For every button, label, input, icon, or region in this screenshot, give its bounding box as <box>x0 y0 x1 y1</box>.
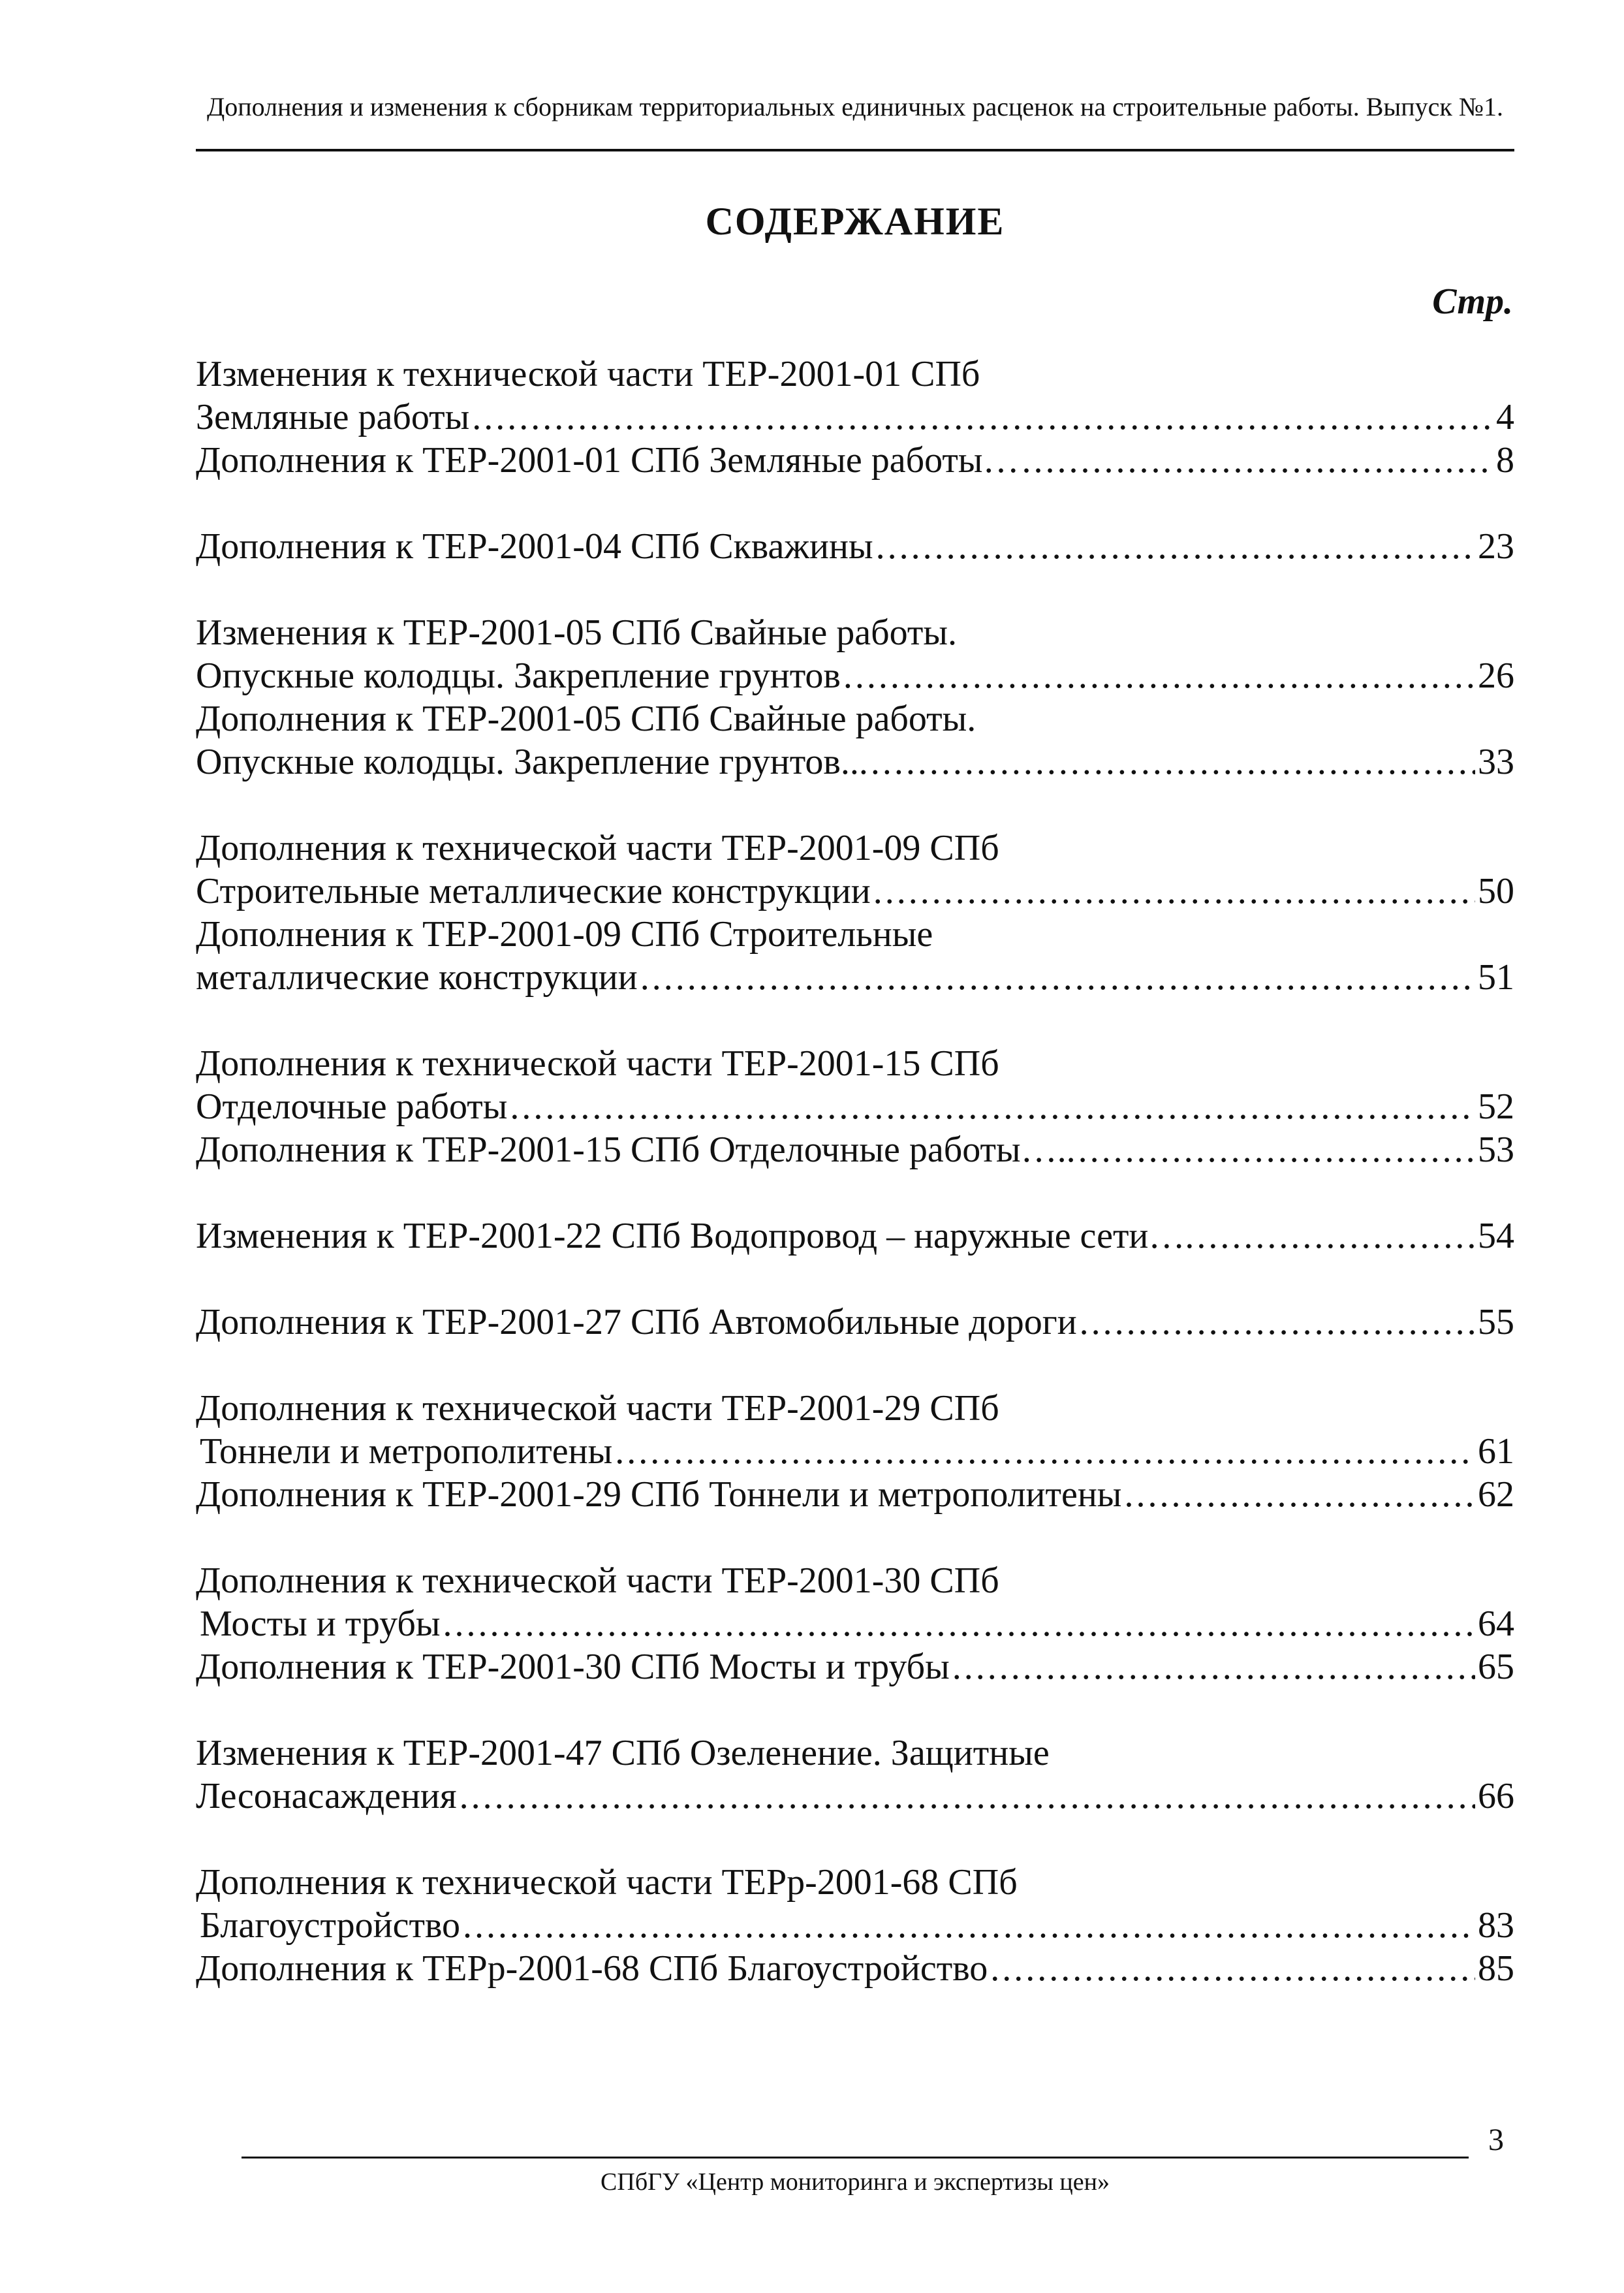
toc-entry-text: Дополнения к ТЕР-2001-15 СПб Отделочные работы….. <box>196 1130 1076 1170</box>
toc-line <box>196 1559 1514 1602</box>
dot-leader <box>1080 1301 1475 1344</box>
page-column-label: Стр. <box>1432 281 1513 322</box>
toc-page-number: 62 <box>1478 1474 1514 1515</box>
toc-page-number: 26 <box>1478 656 1514 696</box>
dot-leader <box>843 654 1475 697</box>
toc-entry-text: Опускные колодцы. Закрепление грунтов... <box>196 742 868 782</box>
toc-line <box>196 1602 1514 1645</box>
toc-page-number: 50 <box>1478 871 1514 911</box>
toc-entry-text: Дополнения к ТЕР-2001-05 СПб Свайные работы. <box>196 699 976 739</box>
toc-entry-text: Дополнения к технической части ТЕР-2001-15 СПб <box>196 1043 999 1084</box>
dot-leader <box>443 1602 1475 1645</box>
toc-line <box>196 740 1514 783</box>
toc-line <box>196 1947 1514 1990</box>
toc-page-number: 33 <box>1478 742 1514 782</box>
toc-line <box>196 353 1514 396</box>
dot-leader <box>873 870 1475 913</box>
toc-entry-text: Земляные работы <box>196 397 470 437</box>
table-of-contents <box>196 353 1514 1990</box>
toc-entry-text: Дополнения к ТЕР-2001-29 СПб Тоннели и метрополитены <box>196 1474 1122 1515</box>
page-number: 3 <box>1488 2123 1504 2157</box>
toc-page-number: 23 <box>1478 526 1514 567</box>
toc-line <box>196 525 1514 568</box>
toc-line <box>196 1775 1514 1818</box>
toc-page-number: 4 <box>1496 397 1514 437</box>
toc-page-number: 65 <box>1478 1647 1514 1687</box>
toc-line <box>196 956 1514 999</box>
dot-leader <box>460 1775 1475 1818</box>
toc-page-number: 61 <box>1478 1431 1514 1472</box>
toc-line <box>196 1904 1514 1947</box>
toc-page-number: 55 <box>1478 1302 1514 1342</box>
toc-page-number: 51 <box>1478 957 1514 998</box>
toc-entry-text: Дополнения к ТЕРр-2001-68 СПб Благоустройство <box>196 1948 988 1989</box>
toc-entry-text: Изменения к ТЕР-2001-05 СПб Свайные работы. <box>196 612 957 653</box>
toc-line <box>196 611 1514 654</box>
dot-leader <box>615 1430 1475 1473</box>
toc-entry-text: Дополнения к технической части ТЕР-2001-30 СПб <box>196 1560 999 1601</box>
toc-entry-text: Дополнения к ТЕР-2001-01 СПб Земляные работы… <box>196 440 1020 481</box>
toc-entry-text: Дополнения к технической части ТЕР-2001-29 СПб <box>196 1388 999 1429</box>
toc-line <box>196 827 1514 870</box>
toc-line <box>196 1861 1514 1904</box>
dot-leader <box>990 1947 1475 1990</box>
toc-line <box>196 1085 1514 1128</box>
dot-leader <box>1124 1473 1475 1516</box>
toc-page-number: 8 <box>1496 440 1514 481</box>
toc-line <box>196 1430 1514 1473</box>
toc-line <box>196 1387 1514 1430</box>
toc-line <box>196 439 1514 482</box>
toc-entry-text: Изменения к технической части ТЕР-2001-01 СПб <box>196 354 980 394</box>
toc-entry-text: Опускные колодцы. Закрепление грунтов <box>196 656 841 696</box>
toc-line <box>196 1128 1514 1171</box>
toc-line <box>196 697 1514 740</box>
page-title: СОДЕРЖАНИЕ <box>705 200 1005 243</box>
toc-line <box>196 1732 1514 1775</box>
dot-leader <box>463 1904 1475 1947</box>
dot-leader <box>472 396 1493 439</box>
toc-line <box>196 396 1514 439</box>
toc-entry-text: Дополнения к ТЕР-2001-04 СПб Скважины <box>196 526 873 567</box>
toc-page-number: 64 <box>1478 1604 1514 1644</box>
dot-leader <box>1022 439 1493 482</box>
header-divider <box>196 149 1514 151</box>
toc-line <box>196 1473 1514 1516</box>
toc-entry-text: Благоустройство <box>200 1905 461 1946</box>
toc-page-number: 66 <box>1478 1776 1514 1816</box>
toc-entry-text: Изменения к ТЕР-2001-22 СПб Водопровод – наружные сети…. <box>196 1216 1195 1256</box>
dot-leader <box>952 1645 1475 1688</box>
toc-entry-text: Дополнения к ТЕР-2001-09 СПб Строительные <box>196 914 933 955</box>
running-header: Дополнения и изменения к сборникам территориальных единичных расценок на строительные работы. Выпуск №1. <box>206 92 1503 121</box>
toc-entry-text: Строительные металлические конструкции <box>196 871 871 911</box>
toc-entry-text: Отделочные работы <box>196 1086 508 1127</box>
toc-entry-text: металлические конструкции <box>196 957 638 998</box>
dot-leader <box>510 1085 1475 1128</box>
toc-entry-text: Мосты и трубы <box>200 1604 441 1644</box>
toc-line <box>196 1301 1514 1344</box>
toc-line <box>196 870 1514 913</box>
toc-entry-text: Тоннели и метрополитены <box>200 1431 613 1472</box>
footer-divider <box>242 2157 1469 2159</box>
toc-entry-text: Дополнения к ТЕР-2001-27 СПб Автомобильные дороги <box>196 1302 1077 1342</box>
toc-entry-text: Лесонасаждения <box>196 1776 457 1816</box>
running-footer: СПбГУ «Центр мониторинга и экспертизы цен» <box>601 2168 1110 2196</box>
toc-entry-text: Изменения к ТЕР-2001-47 СПб Озеленение. Защитные <box>196 1733 1050 1773</box>
dot-leader <box>1196 1214 1475 1257</box>
toc-line <box>196 1214 1514 1257</box>
toc-page-number: 52 <box>1478 1086 1514 1127</box>
toc-entry-text: Дополнения к технической части ТЕР-2001-09 СПб <box>196 828 999 868</box>
toc-entry-text: Дополнения к технической части ТЕРр-2001-68 СПб <box>196 1862 1018 1903</box>
toc-page-number: 85 <box>1478 1948 1514 1989</box>
toc-line <box>196 654 1514 697</box>
toc-page-number: 54 <box>1478 1216 1514 1256</box>
toc-line <box>196 1645 1514 1688</box>
toc-line <box>196 1042 1514 1085</box>
toc-entry-text: Дополнения к ТЕР-2001-30 СПб Мосты и трубы <box>196 1647 950 1687</box>
dot-leader <box>871 740 1475 783</box>
dot-leader <box>1078 1128 1475 1171</box>
toc-page-number: 53 <box>1478 1130 1514 1170</box>
dot-leader <box>640 956 1475 999</box>
dot-leader <box>876 525 1475 568</box>
toc-page-number: 83 <box>1478 1905 1514 1946</box>
toc-line <box>196 913 1514 956</box>
